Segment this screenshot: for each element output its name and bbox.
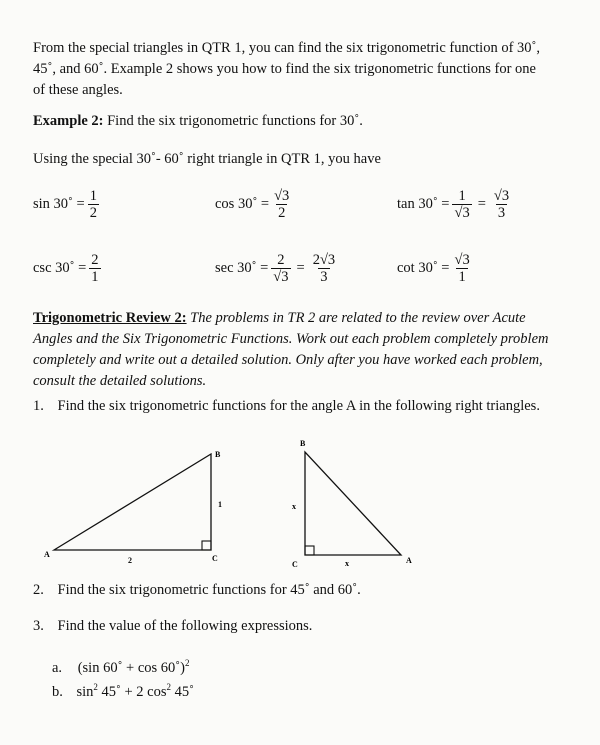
review-text: The problems in TR 2 are related to the review over Acute [186,310,526,326]
denominator: 3 [320,269,328,285]
intro-line: 45˚, and 60˚. Example 2 shows you how to find the six trigonometric functions for one [33,61,536,77]
example-using-text: Using the special 30˚- 60˚ right triangle in QTR 1, you have [33,151,381,167]
triangle-1-shape [54,454,211,550]
numerator: 2√3 [312,252,336,268]
problem-text: Find the six trigonometric functions for the angle A in the following right triangles. [57,398,540,414]
triangle-2-shape [305,452,401,555]
tan-equation [397,188,514,221]
exponent: 2 [184,658,190,668]
fraction [272,188,291,221]
vertex-label-a: A [44,550,50,559]
denominator: 3 [497,205,506,221]
eq-lhs: csc 30˚ = [33,260,87,276]
problem-number: 2. [33,582,44,598]
cos-equation [215,188,294,221]
right-angle-marker [305,546,314,555]
review-paragraph [33,308,588,392]
denominator: √3 [273,269,289,285]
intro-line: of these angles. [33,82,123,98]
problem-1 [33,398,540,415]
eq-lhs: tan 30˚ = [397,196,450,212]
eq-lhs: sec 30˚ = [215,260,269,276]
cot-equation [397,252,475,285]
numerator: √3 [274,188,290,204]
fraction [271,252,290,285]
review-line: Angles and the Six Trigonometric Functions. Work out each problem completely problem [33,331,549,347]
fraction [88,188,99,221]
equals-sign: = [296,260,305,276]
review-line: completely and write out a detailed solution. Only after you have worked each problem, [33,352,543,368]
numerator: √3 [454,252,470,268]
item-label: b. [52,683,63,700]
vertex-label-c: C [292,560,298,569]
example-heading [33,113,363,130]
intro-line: From the special triangles in QTR 1, you can find the six trigonometric function of 30˚, [33,40,540,56]
denominator: √3 [454,205,470,221]
vertex-label-b: B [215,450,221,459]
example-label: Example 2: [33,113,104,129]
denominator: 2 [89,205,97,221]
fraction [311,252,337,285]
problem-3a [52,658,189,677]
sin-equation [33,188,102,221]
fraction [492,188,511,221]
problem-number: 1. [33,398,44,414]
fraction [89,252,100,285]
denominator: 1 [91,269,99,285]
review-line [33,308,588,329]
problem-number: 3. [33,618,44,634]
csc-equation [33,252,104,285]
eq-lhs: sin 30˚ = [33,196,85,212]
denominator: 2 [278,205,286,221]
numerator: 2 [91,252,99,268]
fraction [452,188,471,221]
numerator: √3 [493,188,510,204]
expression-part: 45˚ [171,683,194,700]
sec-equation [215,252,340,285]
side-label-bc: 1 [218,500,222,509]
expression-part: 45˚ + 2 cos [97,683,167,700]
vertex-label-b: B [300,439,306,448]
intro-paragraph [33,38,573,101]
numerator: 1 [458,188,466,204]
right-angle-marker [202,541,211,550]
triangle-figure-1 [38,445,233,570]
exponent: 2 [93,682,98,692]
vertex-label-a: A [406,556,412,565]
review-line: consult the detailed solutions. [33,373,207,389]
problem-3 [33,618,312,635]
problem-text: Find the value of the following expressions. [57,618,313,634]
numerator: 1 [89,188,97,204]
fraction [452,252,471,285]
example-text: Find the six trigonometric functions for 30˚. [103,113,363,129]
side-label-ac: 2 [128,556,132,565]
item-label: a. [52,659,63,676]
problem-2 [33,582,361,599]
triangle-figure-2 [285,436,425,571]
denominator: 1 [458,269,466,285]
numerator: 2 [277,252,285,268]
review-heading: Trigonometric Review 2: [33,310,187,326]
expression-part: sin [76,683,94,700]
problem-text: Find the six trigonometric functions for 45˚ and 60˚. [57,582,361,598]
side-label-bc: x [292,502,296,511]
side-label-ca: x [345,559,349,568]
eq-lhs: cos 30˚ = [215,196,270,212]
vertex-label-c: C [212,554,218,563]
eq-lhs: cot 30˚ = [397,260,450,276]
exponent: 2 [166,682,172,692]
expression: (sin 60˚ + cos 60˚) [77,659,185,676]
equals-sign: = [477,196,486,212]
problem-3b [52,682,194,701]
